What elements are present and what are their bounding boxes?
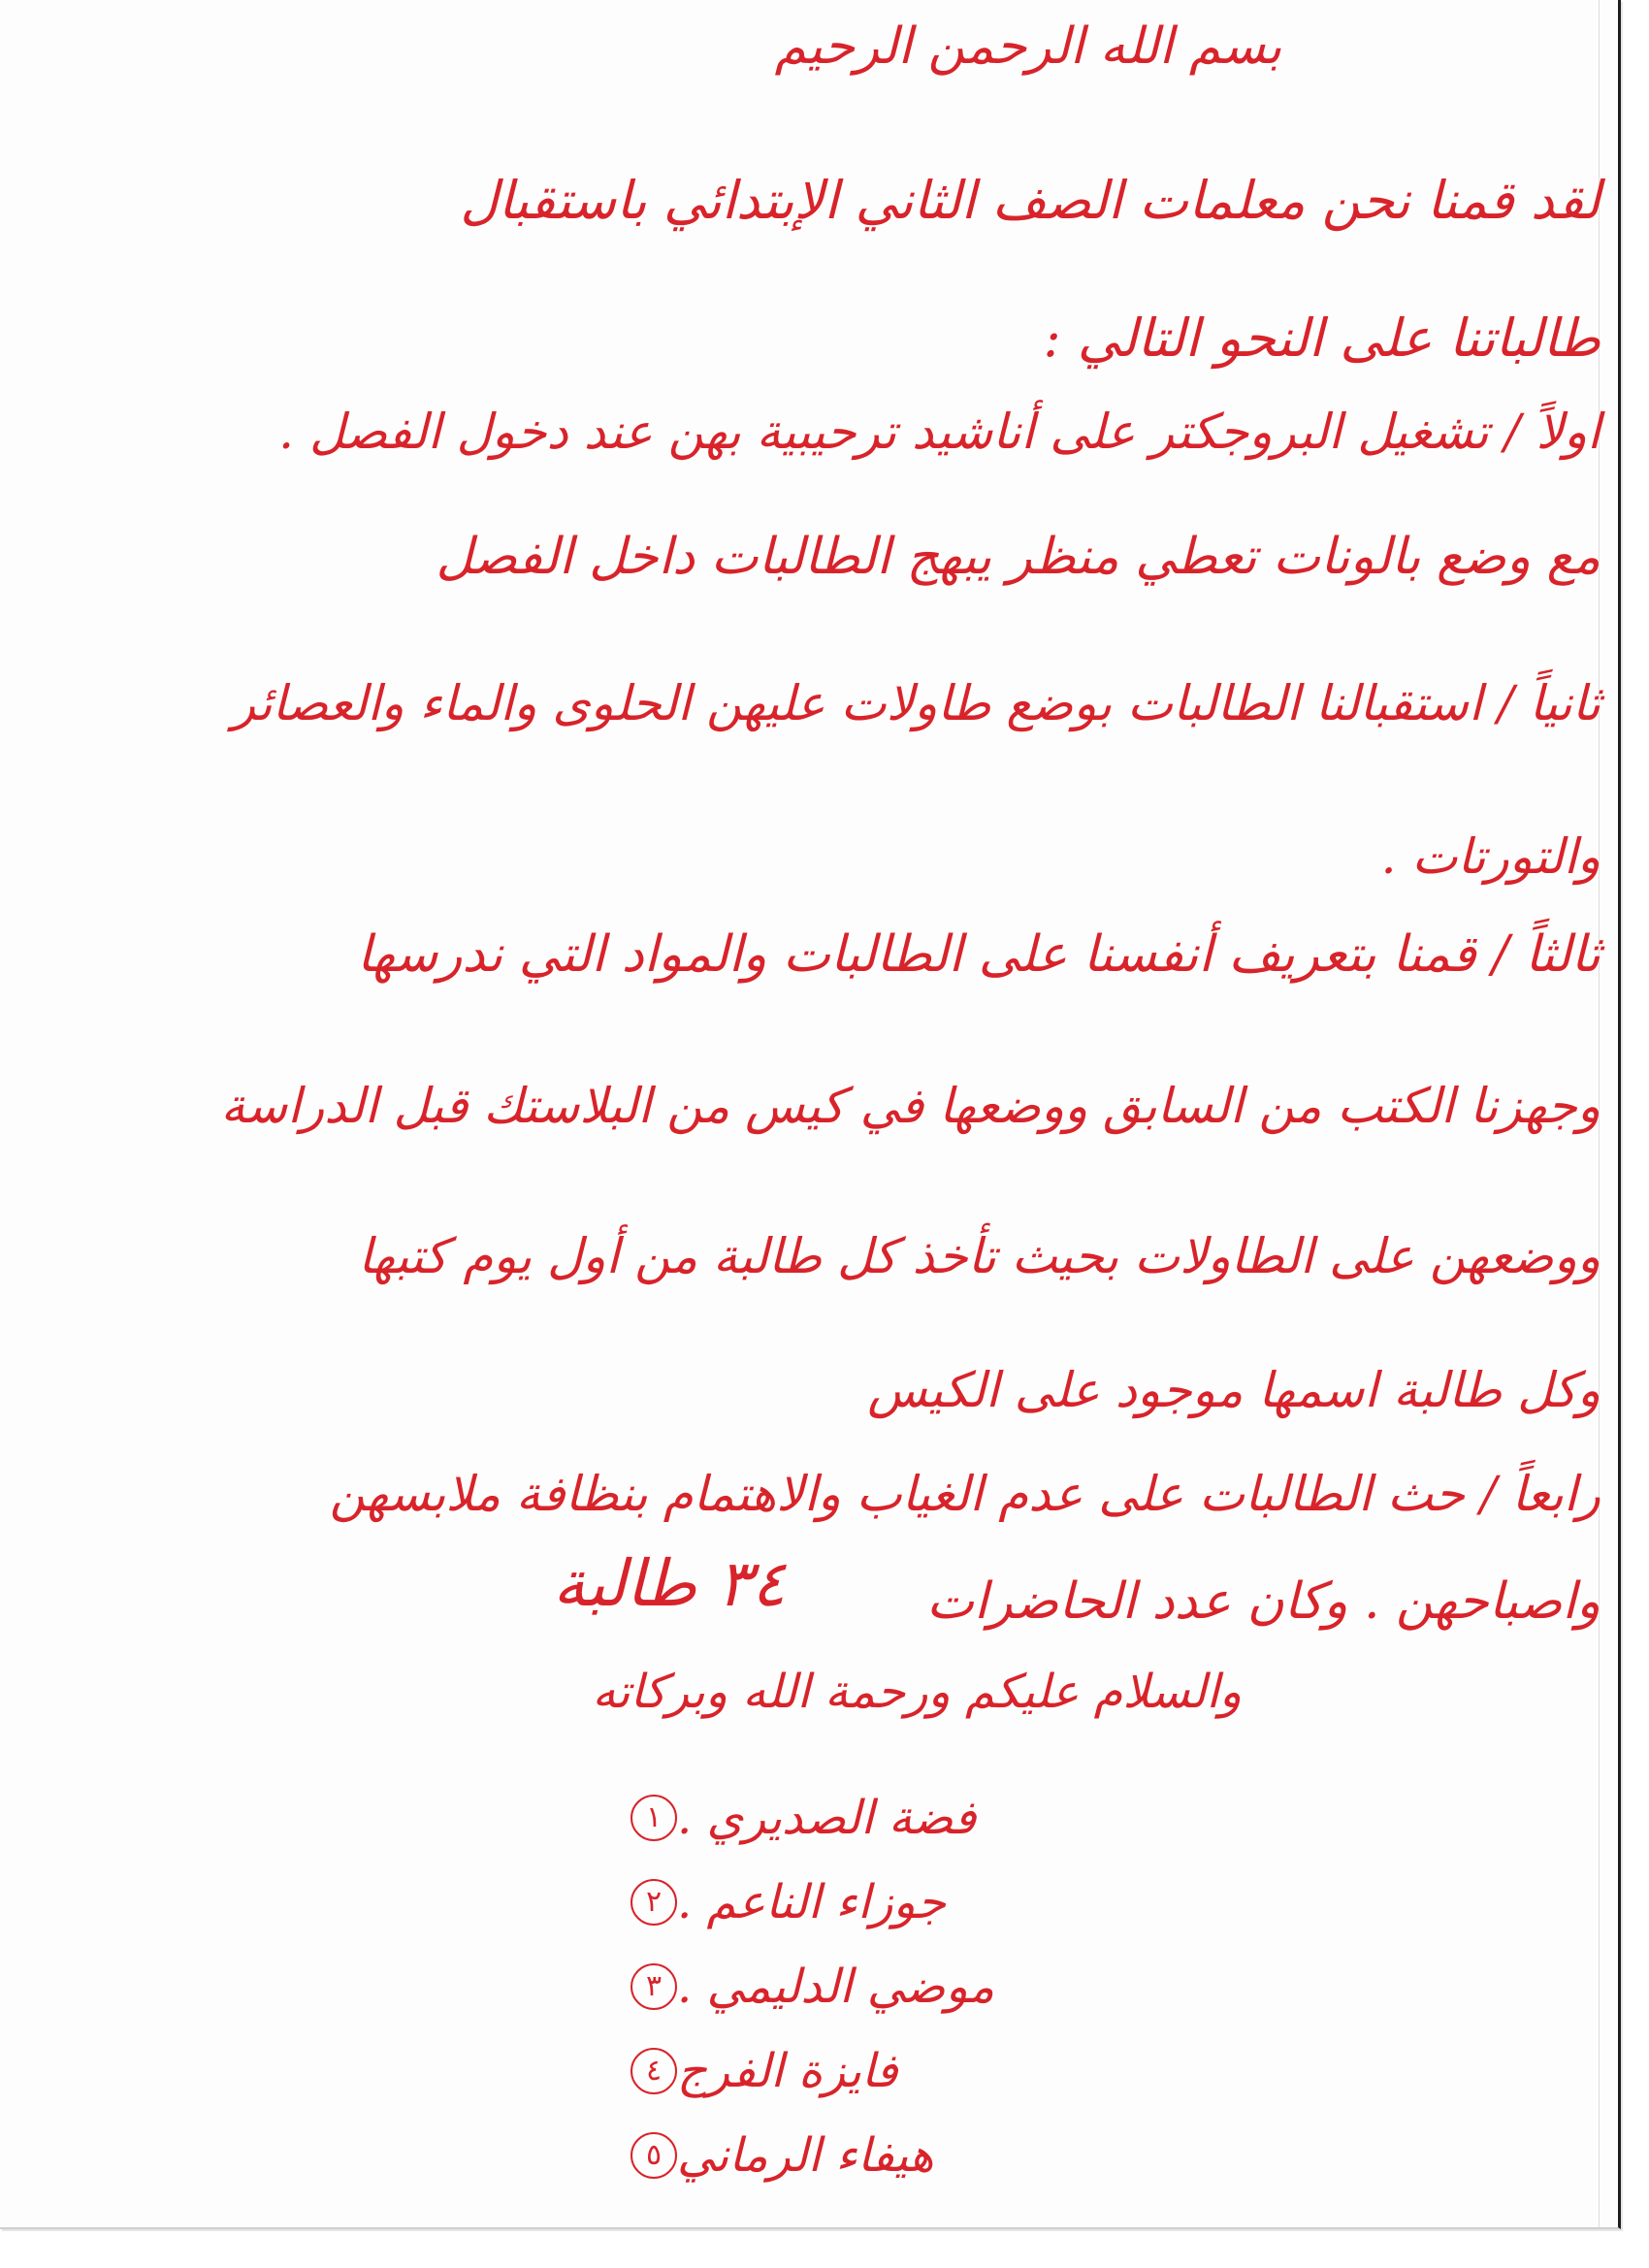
letter-line-9: ووضعهن على الطاولات بحيث تأخذ كل طالبة من أول يوم كتبها — [358, 1228, 1600, 1284]
signatory-item — [621, 2028, 1164, 2113]
signatory-list — [621, 1775, 1164, 2197]
signatory-name: جوزاء الناعم . — [677, 1874, 946, 1929]
letter-line-10: وكل طالبة اسمها موجود على الكيس — [867, 1362, 1600, 1418]
signatory-name: موضي الدليمي . — [677, 1959, 995, 2014]
letter-line-3: اولاً / تشغيل البروجكتر على أناشيد ترحيبية بهن عند دخول الفصل . — [278, 404, 1600, 460]
letter-line-2: طالباتنا على النحو التالي : — [1043, 308, 1600, 369]
signatory-number: ١ — [630, 1795, 677, 1841]
signatory-item — [621, 1860, 1164, 1944]
signatory-number: ٢ — [630, 1879, 677, 1926]
letter-line-6: والتورتات . — [1380, 828, 1600, 885]
signatory-name: فضة الصديري . — [677, 1790, 977, 1845]
letter-line-12: واصباحهن . وكان عدد الحاضرات — [926, 1572, 1600, 1631]
signatory-name: فايزة الفرج — [677, 2043, 898, 2098]
signatory-number: ٣ — [630, 1963, 677, 2010]
letter-line-8: وجهزنا الكتب من السابق ووضعها في كيس من البلاستك قبل الدراسة — [220, 1078, 1600, 1134]
letter-line-5: ثانياً / استقبالنا الطالبات بوضع طاولات عليهن الحلوى والماء والعصائر — [232, 675, 1600, 731]
signatory-number: ٥ — [630, 2132, 677, 2179]
signatory-name: هيفاء الرماني — [677, 2127, 934, 2183]
basmala-heading: بسم الله الرحمن الرحيم — [774, 17, 1282, 76]
signatory-item — [621, 2113, 1164, 2197]
letter-line-1: لقد قمنا نحن معلمات الصف الثاني الإبتدائي باستقبال — [460, 170, 1600, 231]
letter-line-11: رابعاً / حث الطالبات على عدم الغياب والاهتمام بنظافة ملابسهن — [329, 1466, 1600, 1522]
signatory-item — [621, 1775, 1164, 1860]
signatory-item — [621, 1944, 1164, 2028]
attendance-count: ٣٤ طالبة — [553, 1546, 786, 1621]
signatory-number: ٤ — [630, 2048, 677, 2094]
letter-line-4: مع وضع بالونات تعطي منظر يبهج الطالبات داخل الفصل — [436, 528, 1600, 586]
letter-line-7: ثالثاً / قمنا بتعريف أنفسنا على الطالبات والمواد التي ندرسها — [356, 925, 1600, 984]
closing-greeting: والسلام عليكم ورحمة الله وبركاته — [592, 1665, 1242, 1719]
